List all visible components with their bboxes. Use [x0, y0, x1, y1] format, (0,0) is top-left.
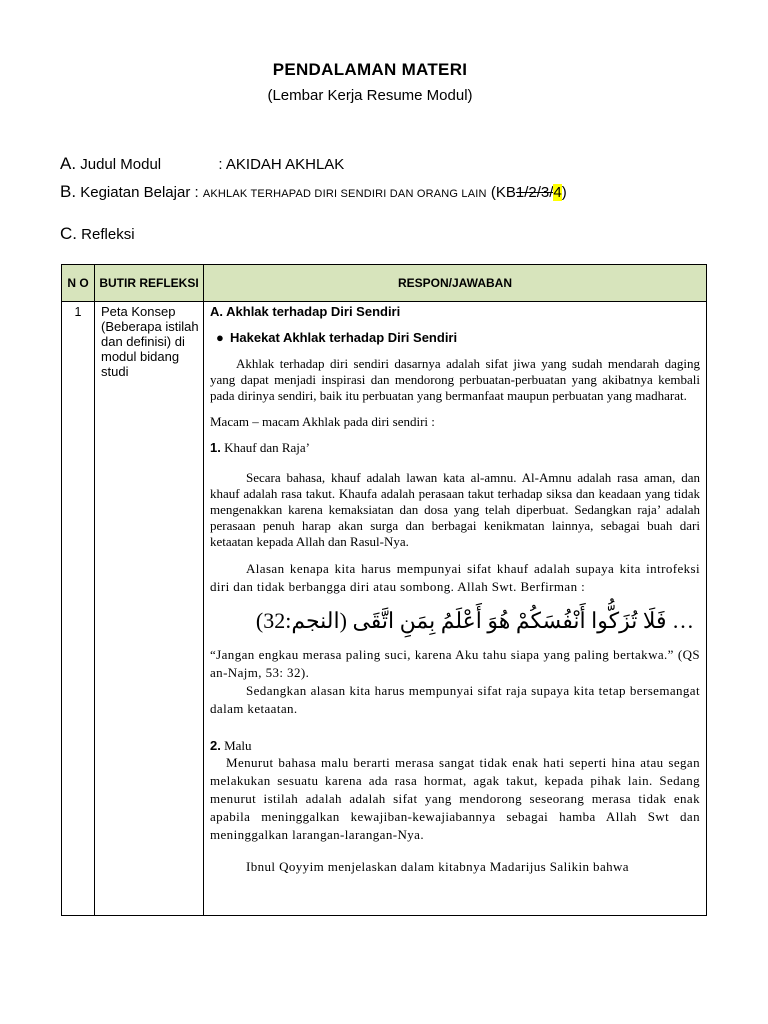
- paragraph-macam: Macam – macam Akhlak pada diri sendiri :: [210, 414, 435, 429]
- item-label: Malu: [224, 738, 252, 753]
- row-number: 1: [62, 302, 95, 916]
- item-number: 1.: [210, 440, 221, 455]
- header-butir: BUTIR REFLEKSI: [95, 265, 204, 302]
- table-row: [62, 302, 707, 916]
- paragraph-khauf: Secara bahasa, khauf adalah lawan kata al-amnu. Al-Amnu adalah rasa aman, dan khauf adalah rasa takut. Khaufa adalah perasaan takut terhadap siksa dan keadaan yang tidak mengenakkan karena kemaksiatan dan dosa yang telah diperbuat. Sedangkan raja’ adalah perasaan penuh harap akan surga dan berbagai kenikmatan lainnya, sebagai buah dari ketaatan kepada Allah dan Rasul-Nya.: [210, 470, 700, 549]
- judul-modul-label: Judul Modul: [80, 156, 162, 173]
- bullet-icon: ●: [216, 330, 224, 345]
- kb-struck-options: 1/2/3/: [515, 184, 554, 201]
- page-title: PENDALAMAN MATERI: [272, 60, 468, 79]
- kegiatan-belajar-row: [60, 182, 567, 202]
- kegiatan-belajar-letter: B.: [60, 182, 77, 201]
- section-title: A. Akhlak terhadap Diri Sendiri: [210, 304, 401, 319]
- refleksi-table: [61, 264, 707, 916]
- item-khauf-heading: [210, 440, 700, 456]
- judul-modul-row: [60, 154, 344, 174]
- header-no: N O: [62, 265, 95, 302]
- paragraph-raja: Sedangkan alasan kita harus mempunyai sifat raja supaya kita tetap bersemangat dalam ketaatan.: [210, 683, 700, 716]
- kb-suffix: ): [561, 184, 567, 201]
- kb-prefix: (KB: [490, 184, 516, 201]
- paragraph-ibnul-qoyyim: Ibnul Qoyyim menjelaskan dalam kitabnya Madarijus Salikin bahwa: [246, 859, 629, 874]
- judul-modul-letter: A.: [60, 154, 77, 173]
- refleksi-letter: C.: [60, 224, 77, 243]
- kegiatan-belajar-label: Kegiatan Belajar: [80, 184, 191, 201]
- response-cell: [204, 302, 707, 916]
- paragraph-hakekat: Akhlak terhadap diri sendiri dasarnya adalah sifat jiwa yang sudah mendarah daging yang dapat menjadi inspirasi dan mendorong perbuatan-perbuatan yang akibatnya kembali pada dirinya sendiri, baik itu perbuatan yang bermanfaat maupun perbuatan yang madharat.: [210, 356, 700, 403]
- refleksi-row: [60, 224, 135, 244]
- kb-selected: 4: [553, 184, 562, 201]
- table-header-row: [62, 265, 707, 302]
- header-respon: RESPON/JAWABAN: [204, 265, 707, 302]
- bullet-heading-text: Hakekat Akhlak terhadap Diri Sendiri: [230, 330, 458, 345]
- arabic-verse: … فَلَا تُزَكُّوا أَنْفُسَكُمْ هُوَ أَعْلَمُ بِمَنِ اتَّقَى (النجم:32): [255, 608, 694, 633]
- paragraph-translation: “Jangan engkau merasa paling suci, karena Aku tahu siapa yang paling bertakwa.” (QS an-Najm, 53: 32).: [210, 647, 700, 680]
- paragraph-malu: Menurut bahasa malu berarti merasa sangat tidak enak hati seperti hina atau segan melakukan sesuatu karena ada rasa hormat, agak takut, kepada pihak lain. Sedang menurut istilah adalah adalah sifat yang mendorong seseorang merasa tidak enak apabila meninggalkan kewajiban-kewajiabannya sebagai hamba Allah Swt dan meninggalkan larangan-larangan-Nya.: [210, 755, 700, 842]
- bullet-heading: [216, 330, 700, 346]
- page-subtitle: (Lembar Kerja Resume Modul): [267, 87, 473, 104]
- judul-modul-value: : AKIDAH AKHLAK: [218, 156, 345, 173]
- item-number: 2.: [210, 738, 221, 753]
- butir-refleksi-text: Peta Konsep (Beberapa istilah dan definisi) di modul bidang studi: [95, 302, 204, 916]
- kegiatan-belajar-value: AKHLAK TERHAPAD DIRI SENDIRI DAN ORANG LAIN: [202, 188, 487, 200]
- item-malu-heading: [210, 738, 700, 754]
- item-label: Khauf dan Raja’: [224, 440, 311, 455]
- kegiatan-belajar-colon: :: [194, 184, 199, 201]
- paragraph-alasan-khauf: Alasan kenapa kita harus mempunyai sifat khauf adalah supaya kita introfeksi diri dan tidak berbangga diri atau sombong. Allah Swt. Berfirman :: [210, 561, 700, 594]
- refleksi-label: Refleksi: [81, 226, 135, 243]
